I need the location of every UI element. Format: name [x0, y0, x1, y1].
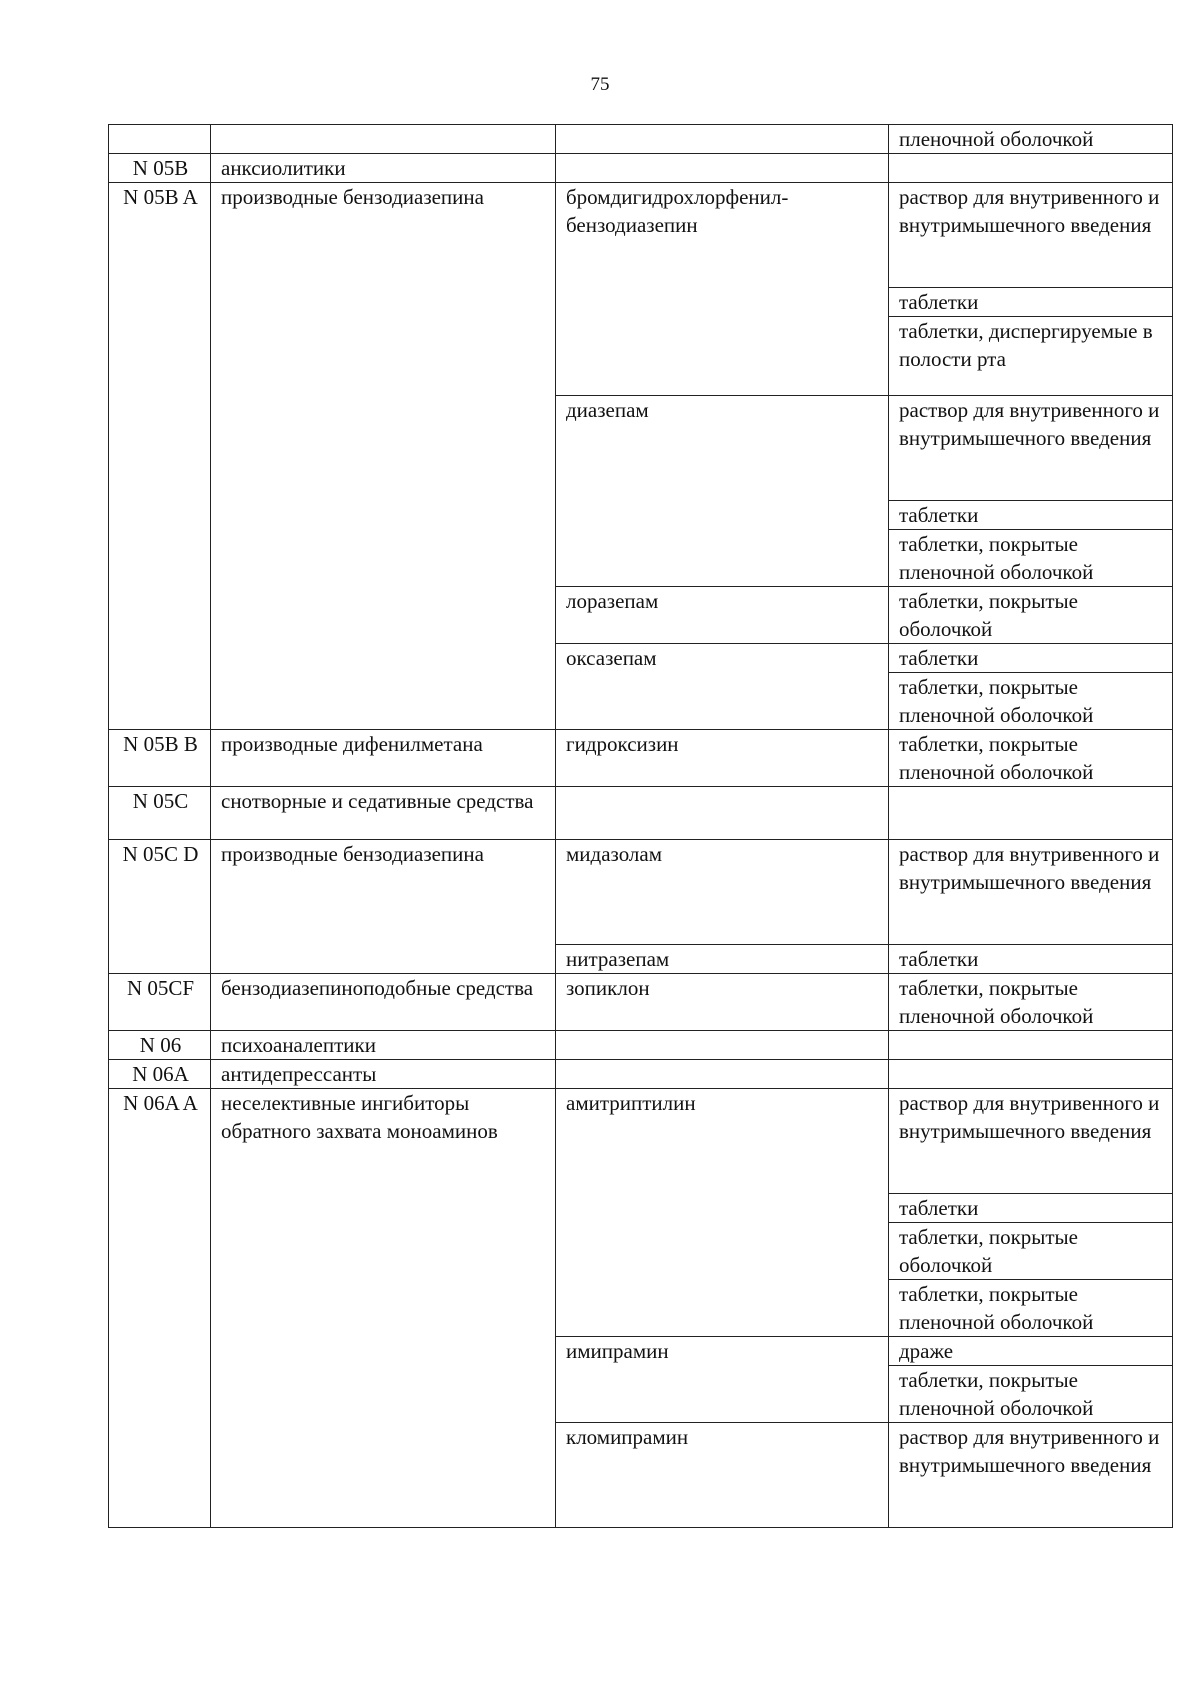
drug-cell: нитразепам [556, 945, 889, 974]
atc-code-cell: N 06A [109, 1060, 211, 1089]
group-cell: производные дифенилметана [211, 730, 556, 787]
drug-cell: кломипрамин [556, 1423, 889, 1528]
table-row [109, 183, 1173, 288]
drug-cell [556, 154, 889, 183]
table-row [109, 1089, 1173, 1194]
group-cell: производные бензодиазепина [211, 840, 556, 974]
form-cell: таблетки, покрытые пленочной оболочкой [889, 730, 1173, 787]
form-cell: таблетки [889, 945, 1173, 974]
drug-cell [556, 1060, 889, 1089]
drug-cell [556, 1031, 889, 1060]
drug-cell: лоразепам [556, 587, 889, 644]
form-cell [889, 787, 1173, 840]
atc-code-cell: N 06A A [109, 1089, 211, 1528]
table-row [109, 840, 1173, 945]
drug-cell: зопиклон [556, 974, 889, 1031]
table-row [109, 125, 1173, 154]
group-cell: производные бензодиазепина [211, 183, 556, 730]
form-cell: раствор для внутривенного и внутримышечного введения [889, 1089, 1173, 1194]
form-cell: таблетки, покрытые пленочной оболочкой [889, 673, 1173, 730]
atc-code-cell: N 05C D [109, 840, 211, 974]
group-cell: снотворные и седативные средства [211, 787, 556, 840]
form-cell [889, 1031, 1173, 1060]
drug-table [108, 124, 1173, 1528]
table-row [109, 730, 1173, 787]
form-cell: раствор для внутривенного и внутримышечного введения [889, 1423, 1173, 1528]
form-cell: таблетки [889, 288, 1173, 317]
form-cell: драже [889, 1337, 1173, 1366]
drug-cell: бромдигидрохлорфенил-бензодиазепин [556, 183, 889, 396]
form-cell: таблетки, покрытые пленочной оболочкой [889, 974, 1173, 1031]
group-cell: антидепрессанты [211, 1060, 556, 1089]
atc-code-cell: N 05C [109, 787, 211, 840]
form-cell: таблетки, покрытые пленочной оболочкой [889, 1280, 1173, 1337]
atc-code-cell: N 05B A [109, 183, 211, 730]
drug-cell: диазепам [556, 396, 889, 587]
table-row [109, 974, 1173, 1031]
form-cell [889, 154, 1173, 183]
group-cell: психоаналептики [211, 1031, 556, 1060]
drug-cell: амитриптилин [556, 1089, 889, 1337]
drug-cell: мидазолам [556, 840, 889, 945]
drug-cell: имипрамин [556, 1337, 889, 1423]
atc-code-cell: N 05B B [109, 730, 211, 787]
group-cell [211, 125, 556, 154]
group-cell: бензодиазепиноподобные средства [211, 974, 556, 1031]
form-cell: таблетки, покрытые оболочкой [889, 1223, 1173, 1280]
table-row [109, 154, 1173, 183]
table-row [109, 1060, 1173, 1089]
atc-code-cell: N 05CF [109, 974, 211, 1031]
group-cell: неселективные ингибиторы обратного захвата моноаминов [211, 1089, 556, 1528]
table-row [109, 787, 1173, 840]
form-cell: раствор для внутривенного и внутримышечного введения [889, 840, 1173, 945]
drug-cell [556, 787, 889, 840]
atc-code-cell: N 06 [109, 1031, 211, 1060]
form-cell: таблетки [889, 501, 1173, 530]
drug-cell [556, 125, 889, 154]
form-cell: таблетки, покрытые пленочной оболочкой [889, 1366, 1173, 1423]
table-row [109, 1031, 1173, 1060]
form-cell: таблетки, покрытые оболочкой [889, 587, 1173, 644]
form-cell: таблетки [889, 1194, 1173, 1223]
page-number: 75 [590, 74, 610, 95]
atc-code-cell: N 05B [109, 154, 211, 183]
form-cell: таблетки, покрытые пленочной оболочкой [889, 530, 1173, 587]
form-cell: раствор для внутривенного и внутримышечного введения [889, 396, 1173, 501]
atc-code-cell [109, 125, 211, 154]
drug-cell: оксазепам [556, 644, 889, 730]
form-cell: пленочной оболочкой [889, 125, 1173, 154]
group-cell: анксиолитики [211, 154, 556, 183]
drug-cell: гидроксизин [556, 730, 889, 787]
form-cell: таблетки, диспергируемые в полости рта [889, 317, 1173, 396]
form-cell: раствор для внутривенного и внутримышечного введения [889, 183, 1173, 288]
form-cell: таблетки [889, 644, 1173, 673]
form-cell [889, 1060, 1173, 1089]
